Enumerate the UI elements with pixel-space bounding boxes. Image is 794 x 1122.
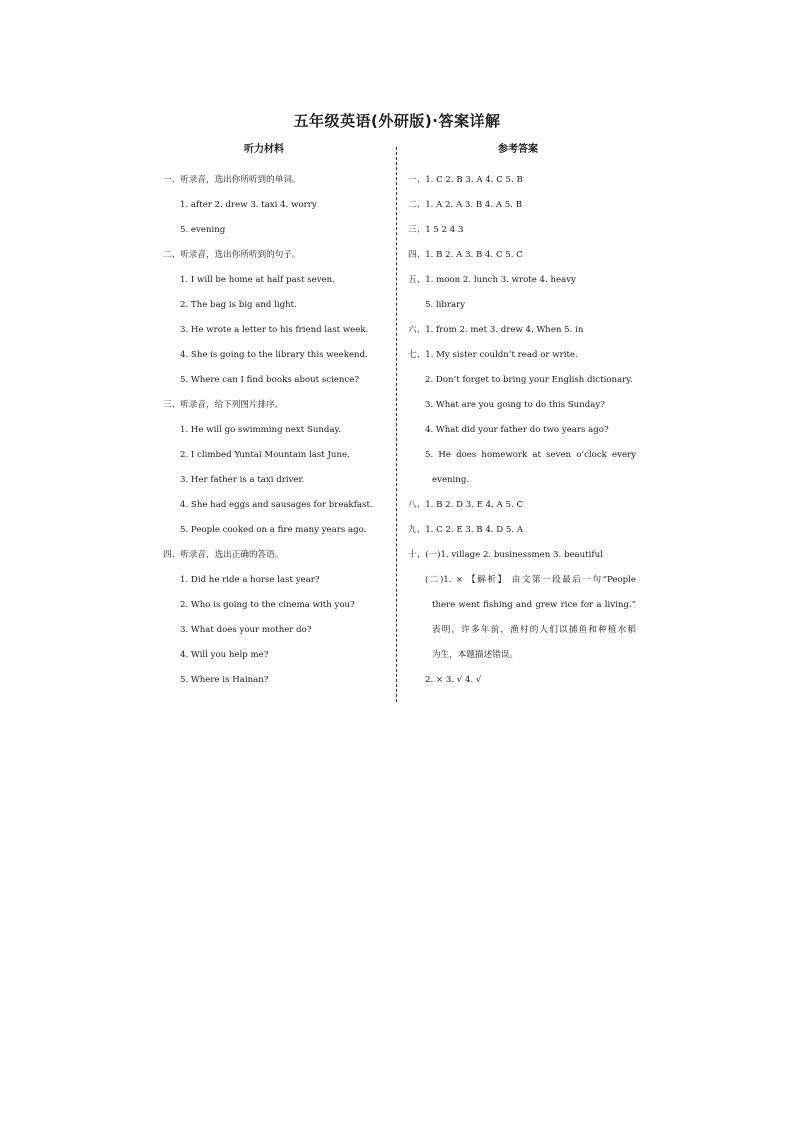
listening-line: 4. She had eggs and sausages for breakfast. — [180, 500, 373, 510]
listening-line: 5. Where is Hainan? — [180, 675, 269, 685]
answer-line: 一、1. C 2. B 3. A 4. C 5. B — [408, 175, 523, 185]
listening-line: 2. The bag is big and light. — [180, 300, 297, 310]
answer-line: evening. — [432, 475, 470, 485]
listening-line: 5. People cooked on a fire many years ago. — [180, 525, 367, 535]
listening-material-heading: 听力材料 — [244, 144, 284, 155]
section-heading: 一、听录音，选出你所听到的单词。 — [163, 175, 301, 185]
answer-line: 九、1. C 2. E 3. B 4. D 5. A — [408, 525, 524, 535]
listening-line: 1. Did he ride a horse last year? — [180, 575, 320, 585]
answer-line: 三、1 5 2 4 3 — [408, 225, 464, 235]
listening-line: 3. Her father is a taxi driver. — [180, 475, 305, 485]
answer-line: 5. library — [425, 300, 466, 310]
listening-material-lines — [163, 168, 385, 693]
listening-line: 3. He wrote a letter to his friend last week. — [180, 325, 369, 335]
answer-line: 2. × 3. √ 4. √ — [425, 675, 482, 685]
listening-line: 5. Where can I find books about science? — [180, 375, 359, 385]
answer-key-heading: 参考答案 — [498, 144, 538, 155]
answer-line: (二)1. × 【解析】 由文第一段最后一句“People — [425, 575, 636, 585]
answer-line: 表明，许多年前，渔村的人们以捕鱼和种植水稻 — [432, 625, 636, 635]
listening-line: 2. I climbed Yuntai Mountain last June. — [180, 450, 350, 460]
answer-line: 四、1. B 2. A 3. B 4. C 5. C — [408, 250, 523, 260]
answer-line: 3. What are you going to do this Sunday? — [425, 400, 605, 410]
listening-material-column — [163, 143, 385, 693]
answer-line: 4. What did your father do two years ago? — [425, 425, 609, 435]
listening-line: 1. I will be home at half past seven. — [180, 275, 335, 285]
answer-line: 十、(一)1. village 2. businessmen 3. beautiful — [408, 550, 603, 560]
section-heading: 二、听录音，选出你所听到的句子。 — [163, 250, 301, 260]
listening-line: 4. Will you help me? — [180, 650, 269, 660]
answer-key-column — [408, 143, 638, 693]
answer-line: 八、1. B 2. D 3. E 4. A 5. C — [408, 500, 524, 510]
listening-line: 2. Who is going to the cinema with you? — [180, 600, 355, 610]
listening-line: 4. She is going to the library this weekend. — [180, 350, 368, 360]
answer-line: 5. He does homework at seven o’clock every — [425, 450, 636, 460]
section-heading: 四、听录音，选出正确的答语。 — [163, 550, 284, 560]
listening-line: 1. after 2. drew 3. taxi 4. worry — [180, 200, 317, 210]
answer-line: 2. Don’t forget to bring your English dictionary. — [425, 375, 633, 385]
answer-line: 二、1. A 2. A 3. B 4. A 5. B — [408, 200, 523, 210]
answer-line: 六、1. from 2. met 3. drew 4. When 5. in — [408, 325, 584, 335]
answer-line: 五、1. moon 2. lunch 3. wrote 4. heavy — [408, 275, 576, 285]
answer-line: 七、1. My sister couldn’t read or write. — [408, 350, 578, 360]
answer-key-lines — [408, 168, 638, 693]
answer-line: there went fishing and grew rice for a living.” — [432, 600, 636, 610]
page-title: 五年级英语(外研版)·答案详解 — [293, 112, 501, 130]
answer-line: 为生，本题描述错误。 — [432, 650, 518, 660]
section-heading: 三、听录音，给下列图片排序。 — [163, 400, 284, 410]
listening-line: 5. evening — [180, 225, 226, 235]
listening-line: 1. He will go swimming next Sunday. — [180, 425, 341, 435]
column-divider — [396, 147, 397, 702]
listening-line: 3. What does your mother do? — [180, 625, 312, 635]
